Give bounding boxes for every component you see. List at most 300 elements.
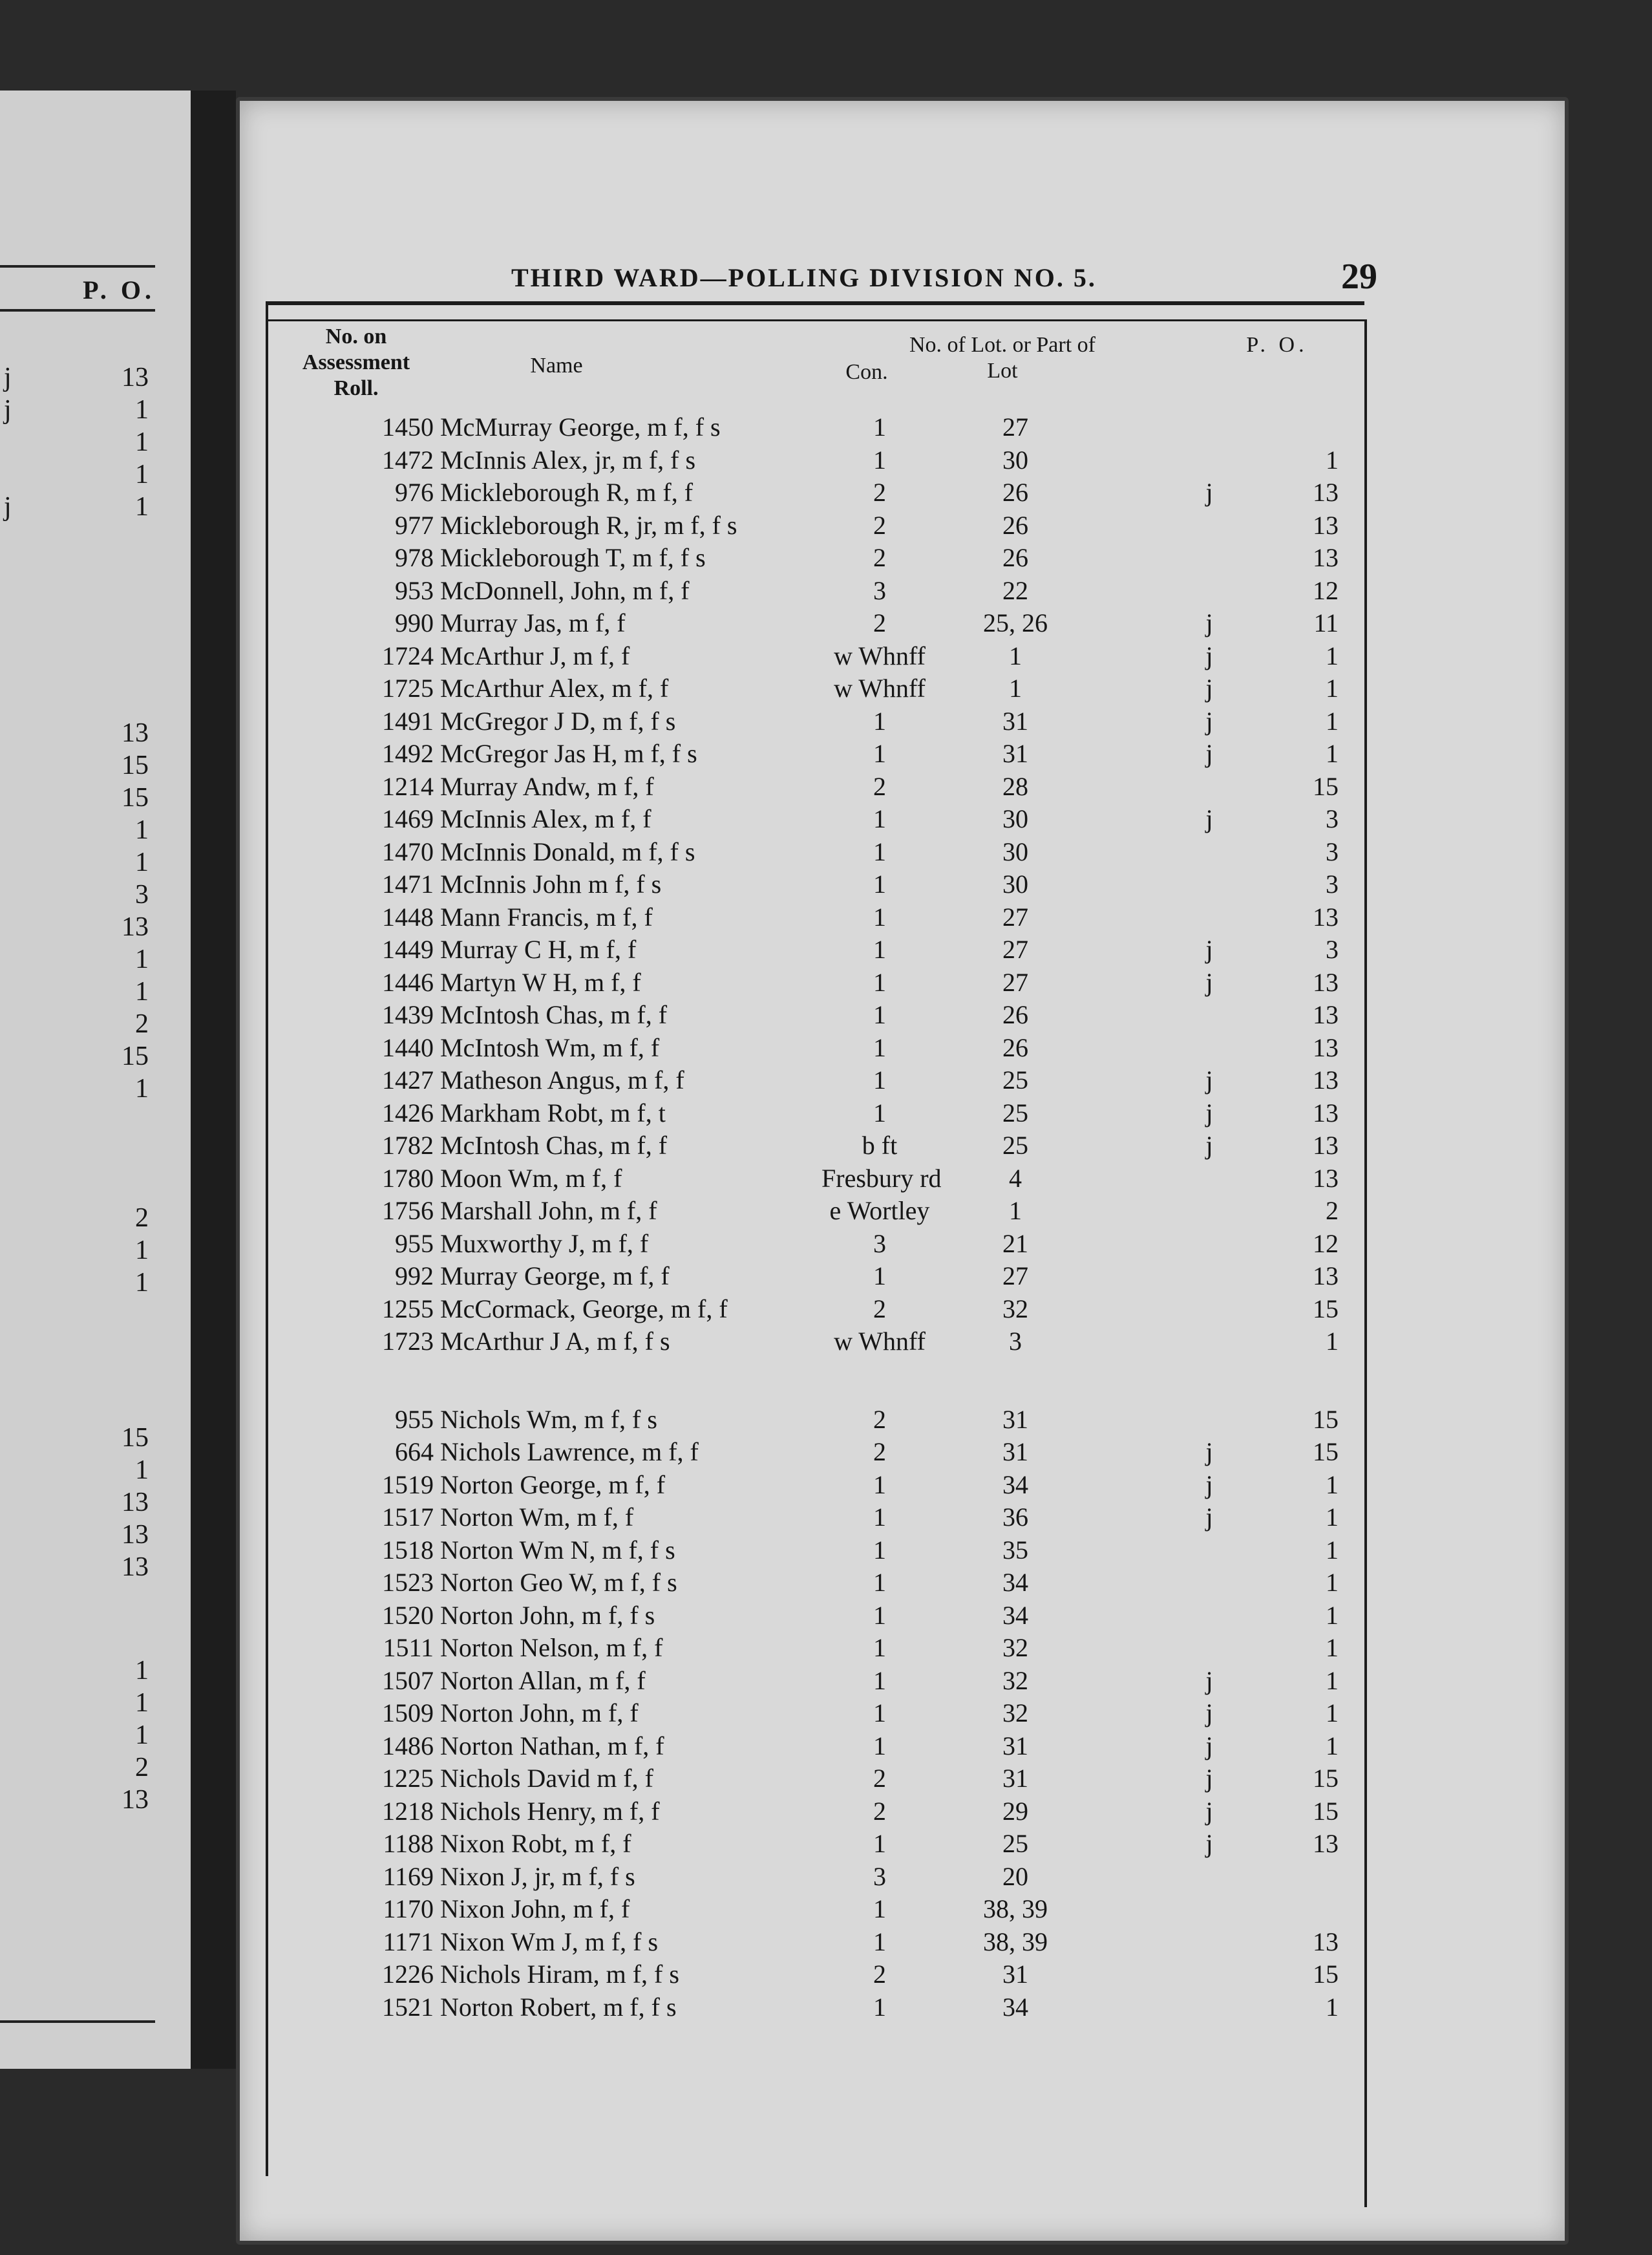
roll-number: 976 bbox=[395, 478, 434, 507]
post-office: 3 bbox=[1326, 804, 1339, 833]
table-row bbox=[266, 1828, 1364, 1860]
post-office: 15 bbox=[1313, 1960, 1339, 1989]
post-office: 12 bbox=[1313, 575, 1339, 605]
roll-number: 1170 bbox=[383, 1894, 434, 1923]
voter-name: Nichols Lawrence, m f, f bbox=[440, 1437, 699, 1466]
left-page-j-mark: j bbox=[4, 492, 12, 522]
lot-number: 34 bbox=[1002, 1600, 1028, 1630]
left-page-po: 13 bbox=[122, 1785, 149, 1815]
voter-name: Norton Wm N, m f, f s bbox=[440, 1535, 675, 1565]
post-office: 13 bbox=[1313, 967, 1339, 997]
lot-number: 30 bbox=[1002, 445, 1028, 475]
lot-number: 25 bbox=[1002, 1131, 1028, 1160]
voter-name: Norton Allan, m f, f bbox=[440, 1665, 646, 1695]
post-office: 1 bbox=[1326, 1992, 1339, 2022]
post-office: 15 bbox=[1313, 1294, 1339, 1323]
juror-mark: j bbox=[1205, 706, 1213, 736]
juror-mark: j bbox=[1205, 1698, 1213, 1727]
voter-name: Murray Jas, m f, f bbox=[440, 608, 626, 637]
concession: 2 bbox=[873, 1294, 886, 1323]
voter-name: McArthur J, m f, f bbox=[440, 641, 630, 670]
roll-number: 1509 bbox=[382, 1698, 434, 1727]
left-page-po: 1 bbox=[135, 945, 149, 974]
table-row bbox=[266, 771, 1364, 803]
voter-name: Nixon J, jr, m f, f s bbox=[440, 1861, 635, 1891]
concession: 1 bbox=[873, 1469, 886, 1499]
table-row bbox=[266, 640, 1364, 672]
concession: 2 bbox=[873, 1764, 886, 1793]
table-row bbox=[266, 1599, 1364, 1632]
concession: 1 bbox=[873, 1698, 886, 1727]
concession: 2 bbox=[873, 1796, 886, 1826]
roll-number: 1469 bbox=[382, 804, 434, 833]
roll-number: 1439 bbox=[382, 1000, 434, 1029]
lot-number: 27 bbox=[1002, 967, 1028, 997]
lot-number: 32 bbox=[1002, 1294, 1028, 1323]
juror-mark: j bbox=[1205, 1437, 1213, 1466]
roll-number: 992 bbox=[395, 1261, 434, 1290]
voter-name: Nixon John, m f, f bbox=[440, 1894, 630, 1923]
table-row bbox=[266, 1162, 1364, 1195]
roll-number: 1226 bbox=[382, 1960, 434, 1989]
voter-name: Nichols David m f, f bbox=[440, 1764, 653, 1793]
right-page bbox=[236, 97, 1569, 2245]
table-row bbox=[266, 444, 1364, 476]
table-row bbox=[266, 607, 1364, 639]
voter-name: Norton George, m f, f bbox=[440, 1469, 666, 1499]
concession: 1 bbox=[873, 1665, 886, 1695]
voter-name: McInnis Donald, m f, f s bbox=[440, 837, 695, 866]
table-row bbox=[266, 1097, 1364, 1129]
roll-number: 955 bbox=[395, 1404, 434, 1434]
left-page-row bbox=[0, 362, 162, 394]
concession: 2 bbox=[873, 478, 886, 507]
roll-number: 1486 bbox=[382, 1731, 434, 1760]
voter-name: Norton Nelson, m f, f bbox=[440, 1633, 663, 1662]
roll-number: 1519 bbox=[382, 1469, 434, 1499]
roll-number: 1723 bbox=[382, 1327, 434, 1356]
lot-number: 4 bbox=[1009, 1163, 1022, 1193]
concession: 1 bbox=[873, 1894, 886, 1923]
left-page-row bbox=[0, 1687, 162, 1720]
roll-number: 1470 bbox=[382, 837, 434, 866]
concession: w Whnff bbox=[834, 674, 926, 703]
voter-name: McCormack, George, m f, f bbox=[440, 1294, 728, 1323]
table-row bbox=[266, 1861, 1364, 1893]
concession: 1 bbox=[873, 706, 886, 736]
juror-mark: j bbox=[1205, 478, 1213, 507]
post-office: 13 bbox=[1313, 543, 1339, 572]
left-page-po: 13 bbox=[122, 1552, 149, 1582]
left-page-po: 1 bbox=[135, 1720, 149, 1750]
table-row bbox=[266, 1501, 1364, 1534]
left-page-po: 15 bbox=[122, 751, 149, 780]
concession: 1 bbox=[873, 1502, 886, 1532]
roll-number: 1518 bbox=[382, 1535, 434, 1565]
table-row bbox=[266, 836, 1364, 868]
roll-number: 1491 bbox=[382, 706, 434, 736]
voter-name: Norton Wm, m f, f bbox=[440, 1502, 634, 1532]
lot-number: 32 bbox=[1002, 1698, 1028, 1727]
voter-name: McInnis Alex, jr, m f, f s bbox=[440, 445, 696, 475]
lot-number: 26 bbox=[1002, 1000, 1028, 1029]
roll-number: 990 bbox=[395, 608, 434, 637]
juror-mark: j bbox=[1205, 1502, 1213, 1532]
left-page-po: 1 bbox=[135, 395, 149, 425]
lot-number: 32 bbox=[1002, 1665, 1028, 1695]
voter-name: McInnis Alex, m f, f bbox=[440, 804, 651, 833]
post-office: 13 bbox=[1313, 1829, 1339, 1858]
header-po: P. O. bbox=[1246, 333, 1308, 357]
left-page-row bbox=[0, 815, 162, 847]
left-page-po: 3 bbox=[135, 880, 149, 910]
left-page-j-mark: j bbox=[4, 395, 12, 425]
concession: w Whnff bbox=[834, 641, 926, 670]
post-office: 11 bbox=[1313, 608, 1339, 637]
left-page-row bbox=[0, 976, 162, 1009]
lot-number: 31 bbox=[1002, 739, 1028, 768]
lot-number: 35 bbox=[1002, 1535, 1028, 1565]
table-row bbox=[266, 1632, 1364, 1664]
post-office: 1 bbox=[1326, 1665, 1339, 1695]
left-page-row bbox=[0, 1009, 162, 1041]
concession: 1 bbox=[873, 1535, 886, 1565]
concession: 2 bbox=[873, 543, 886, 572]
post-office: 1 bbox=[1326, 445, 1339, 475]
page-title-row bbox=[266, 257, 1377, 301]
voter-name: McMurray George, m f, f s bbox=[440, 412, 721, 442]
table-row bbox=[266, 1665, 1364, 1697]
table-row bbox=[266, 509, 1364, 542]
post-office: 15 bbox=[1313, 1764, 1339, 1793]
concession: 1 bbox=[873, 870, 886, 899]
table-row bbox=[266, 1926, 1364, 1958]
lot-number: 28 bbox=[1002, 771, 1028, 801]
table-row bbox=[266, 1958, 1364, 1991]
post-office: 2 bbox=[1326, 1196, 1339, 1225]
roll-number: 977 bbox=[395, 510, 434, 540]
juror-mark: j bbox=[1205, 1731, 1213, 1760]
roll-number: 1225 bbox=[382, 1764, 434, 1793]
concession: 3 bbox=[873, 575, 886, 605]
table-row bbox=[266, 1730, 1364, 1762]
juror-mark: j bbox=[1205, 1131, 1213, 1160]
lot-number: 25 bbox=[1002, 1098, 1028, 1128]
voter-name: Murray Andw, m f, f bbox=[440, 771, 654, 801]
left-page-row bbox=[0, 718, 162, 750]
roll-number: 1214 bbox=[382, 771, 434, 801]
concession: 1 bbox=[873, 1098, 886, 1128]
concession: 1 bbox=[873, 1032, 886, 1062]
left-page-row bbox=[0, 1487, 162, 1519]
lot-number: 27 bbox=[1002, 935, 1028, 964]
lot-number: 34 bbox=[1002, 1992, 1028, 2022]
juror-mark: j bbox=[1205, 608, 1213, 637]
voter-name: McIntosh Chas, m f, f bbox=[440, 1131, 668, 1160]
concession: 2 bbox=[873, 1404, 886, 1434]
concession: 1 bbox=[873, 1992, 886, 2022]
voter-name: Murray George, m f, f bbox=[440, 1261, 670, 1290]
roll-number: 1756 bbox=[382, 1196, 434, 1225]
left-page-row bbox=[0, 750, 162, 782]
concession: 2 bbox=[873, 510, 886, 540]
lot-number: 31 bbox=[1002, 706, 1028, 736]
roll-number: 1450 bbox=[382, 412, 434, 442]
roll-number: 1171 bbox=[383, 1927, 434, 1956]
voter-name: Mickleborough R, jr, m f, f s bbox=[440, 510, 737, 540]
post-office: 13 bbox=[1313, 1163, 1339, 1193]
left-page-rule-top bbox=[0, 265, 155, 268]
left-page-row bbox=[0, 1455, 162, 1487]
post-office: 13 bbox=[1313, 1261, 1339, 1290]
voter-name: McInnis John m f, f s bbox=[440, 870, 662, 899]
post-office: 1 bbox=[1326, 739, 1339, 768]
table-row bbox=[266, 1260, 1364, 1292]
concession: Fresbury rd bbox=[821, 1163, 942, 1193]
left-page-fragment bbox=[0, 91, 196, 2069]
left-page-po: 15 bbox=[122, 1042, 149, 1071]
table-row bbox=[266, 1991, 1364, 2024]
concession: 1 bbox=[873, 804, 886, 833]
post-office: 1 bbox=[1326, 1535, 1339, 1565]
concession: b ft bbox=[862, 1131, 898, 1160]
post-office: 15 bbox=[1313, 1796, 1339, 1826]
post-office: 3 bbox=[1326, 935, 1339, 964]
table-row bbox=[266, 1129, 1364, 1162]
voter-name: Markham Robt, m f, t bbox=[440, 1098, 666, 1128]
table-row bbox=[266, 1469, 1364, 1501]
post-office: 13 bbox=[1313, 902, 1339, 932]
table-row bbox=[266, 542, 1364, 574]
post-office: 13 bbox=[1313, 478, 1339, 507]
lot-number: 22 bbox=[1002, 575, 1028, 605]
left-page-row bbox=[0, 1202, 162, 1235]
lot-number: 26 bbox=[1002, 543, 1028, 572]
left-page-row bbox=[0, 1519, 162, 1552]
voter-name: McArthur Alex, m f, f bbox=[440, 674, 669, 703]
concession: 2 bbox=[873, 1960, 886, 1989]
voter-name: Martyn W H, m f, f bbox=[440, 967, 641, 997]
left-page-row bbox=[0, 847, 162, 879]
header-rule bbox=[266, 319, 1364, 321]
left-page-row bbox=[0, 1655, 162, 1687]
roll-number: 1255 bbox=[382, 1294, 434, 1323]
left-page-po: 1 bbox=[135, 460, 149, 489]
table-row bbox=[266, 1534, 1364, 1566]
roll-number: 1520 bbox=[382, 1600, 434, 1630]
voter-name: Mann Francis, m f, f bbox=[440, 902, 653, 932]
voter-name: Norton Nathan, m f, f bbox=[440, 1731, 664, 1760]
left-page-row bbox=[0, 1720, 162, 1752]
voter-name: Nichols Henry, m f, f bbox=[440, 1796, 660, 1826]
left-page-po: 2 bbox=[135, 1009, 149, 1039]
lot-number: 30 bbox=[1002, 870, 1028, 899]
concession: e Wortley bbox=[829, 1196, 930, 1225]
voter-name: Mickleborough R, m f, f bbox=[440, 478, 694, 507]
table-row bbox=[266, 868, 1364, 901]
left-page-po: 1 bbox=[135, 1455, 149, 1485]
lot-number: 31 bbox=[1002, 1764, 1028, 1793]
post-office: 12 bbox=[1313, 1228, 1339, 1258]
post-office: 13 bbox=[1313, 1000, 1339, 1029]
left-page-po: 1 bbox=[135, 427, 149, 457]
roll-number: 1725 bbox=[382, 674, 434, 703]
voter-name: McGregor Jas H, m f, f s bbox=[440, 739, 697, 768]
concession: 3 bbox=[873, 1228, 886, 1258]
left-page-row bbox=[0, 427, 162, 459]
left-page-po: 1 bbox=[135, 815, 149, 845]
header-lot: No. of Lot. or Part of Lot bbox=[909, 333, 1096, 383]
concession: 1 bbox=[873, 1829, 886, 1858]
voter-name: McIntosh Wm, m f, f bbox=[440, 1032, 660, 1062]
concession: 1 bbox=[873, 1600, 886, 1630]
left-page-header: P. O. bbox=[83, 275, 155, 305]
lot-number: 26 bbox=[1002, 1032, 1028, 1062]
lot-number: 31 bbox=[1002, 1960, 1028, 1989]
table-row bbox=[266, 1325, 1364, 1358]
left-page-row bbox=[0, 1552, 162, 1584]
juror-mark: j bbox=[1205, 1796, 1213, 1826]
roll-number: 1780 bbox=[382, 1163, 434, 1193]
table-row bbox=[266, 738, 1364, 770]
left-page-rule-head bbox=[0, 309, 155, 312]
left-page-po: 2 bbox=[135, 1203, 149, 1233]
voter-name: McGregor J D, m f, f s bbox=[440, 706, 676, 736]
roll-number: 1724 bbox=[382, 641, 434, 670]
roll-number: 1782 bbox=[382, 1131, 434, 1160]
lot-number: 21 bbox=[1002, 1228, 1028, 1258]
concession: w Whnff bbox=[834, 1327, 926, 1356]
concession: 1 bbox=[873, 1731, 886, 1760]
post-office: 1 bbox=[1326, 1731, 1339, 1760]
table-row bbox=[266, 1436, 1364, 1468]
roll-number: 1446 bbox=[382, 967, 434, 997]
voter-name: McArthur J A, m f, f s bbox=[440, 1327, 670, 1356]
voter-name: Mickleborough T, m f, f s bbox=[440, 543, 706, 572]
left-page-po: 13 bbox=[122, 363, 149, 392]
lot-number: 25, 26 bbox=[983, 608, 1048, 637]
table-row bbox=[266, 1566, 1364, 1599]
concession: 1 bbox=[873, 1065, 886, 1095]
left-page-row bbox=[0, 1073, 162, 1106]
header-roll: No. on Assessment Roll. bbox=[302, 325, 410, 400]
left-page-po: 13 bbox=[122, 1520, 149, 1550]
left-page-row bbox=[0, 879, 162, 912]
voter-name: Matheson Angus, m f, f bbox=[440, 1065, 684, 1095]
concession: 1 bbox=[873, 445, 886, 475]
lot-number: 32 bbox=[1002, 1633, 1028, 1662]
lot-number: 26 bbox=[1002, 478, 1028, 507]
roll-number: 1471 bbox=[382, 870, 434, 899]
lot-number: 1 bbox=[1009, 1196, 1022, 1225]
lot-number: 34 bbox=[1002, 1568, 1028, 1597]
table-row bbox=[266, 1293, 1364, 1325]
concession: 1 bbox=[873, 739, 886, 768]
concession: 3 bbox=[873, 1861, 886, 1891]
voter-name: Nichols Wm, m f, f s bbox=[440, 1404, 657, 1434]
concession: 1 bbox=[873, 967, 886, 997]
left-page-po: 13 bbox=[122, 1488, 149, 1517]
lot-number: 3 bbox=[1009, 1327, 1022, 1356]
juror-mark: j bbox=[1205, 804, 1213, 833]
voter-name: Norton Geo W, m f, f s bbox=[440, 1568, 677, 1597]
left-page-row bbox=[0, 1784, 162, 1817]
post-office: 1 bbox=[1326, 674, 1339, 703]
table-row bbox=[266, 1795, 1364, 1828]
post-office: 1 bbox=[1326, 1600, 1339, 1630]
lot-number: 27 bbox=[1002, 902, 1028, 932]
concession: 1 bbox=[873, 935, 886, 964]
left-page-po: 2 bbox=[135, 1753, 149, 1782]
left-page-po: 15 bbox=[122, 783, 149, 813]
juror-mark: j bbox=[1205, 1764, 1213, 1793]
roll-number: 955 bbox=[395, 1228, 434, 1258]
left-page-row bbox=[0, 1422, 162, 1455]
concession: 1 bbox=[873, 837, 886, 866]
lot-number: 34 bbox=[1002, 1469, 1028, 1499]
concession: 1 bbox=[873, 1633, 886, 1662]
left-page-row bbox=[0, 1267, 162, 1299]
table-row bbox=[266, 901, 1364, 934]
roll-number: 1492 bbox=[382, 739, 434, 768]
left-page-po: 1 bbox=[135, 848, 149, 877]
roll-number: 1169 bbox=[383, 1861, 434, 1891]
post-office: 3 bbox=[1326, 837, 1339, 866]
header-name: Name bbox=[530, 354, 583, 378]
roll-number: 1449 bbox=[382, 935, 434, 964]
left-page-row bbox=[0, 459, 162, 491]
juror-mark: j bbox=[1205, 967, 1213, 997]
table-row bbox=[266, 934, 1364, 966]
post-office: 13 bbox=[1313, 1098, 1339, 1128]
concession: 1 bbox=[873, 1261, 886, 1290]
voter-name: Norton Robert, m f, f s bbox=[440, 1992, 677, 2022]
voter-name: Nixon Wm J, m f, f s bbox=[440, 1927, 659, 1956]
table-row bbox=[266, 967, 1364, 999]
post-office: 1 bbox=[1326, 1633, 1339, 1662]
table-row bbox=[266, 705, 1364, 738]
page-title: THIRD WARD—POLLING DIVISION NO. 5. bbox=[511, 263, 1097, 292]
juror-mark: j bbox=[1205, 1098, 1213, 1128]
roll-number: 1188 bbox=[383, 1829, 434, 1858]
post-office: 13 bbox=[1313, 1032, 1339, 1062]
post-office: 13 bbox=[1313, 510, 1339, 540]
roll-number: 1440 bbox=[382, 1032, 434, 1062]
post-office: 15 bbox=[1313, 1437, 1339, 1466]
post-office: 13 bbox=[1313, 1131, 1339, 1160]
table-row bbox=[266, 1032, 1364, 1064]
book-gutter bbox=[191, 91, 236, 2069]
lot-number: 1 bbox=[1009, 641, 1022, 670]
roll-number: 953 bbox=[395, 575, 434, 605]
voter-name: Murray C H, m f, f bbox=[440, 935, 637, 964]
lot-number: 20 bbox=[1002, 1861, 1028, 1891]
left-page-row bbox=[0, 1752, 162, 1784]
concession: 1 bbox=[873, 902, 886, 932]
post-office: 1 bbox=[1326, 1469, 1339, 1499]
roll-number: 664 bbox=[395, 1437, 434, 1466]
table-row bbox=[266, 476, 1364, 509]
voter-name: McDonnell, John, m f, f bbox=[440, 575, 690, 605]
juror-mark: j bbox=[1205, 739, 1213, 768]
roll-number: 1472 bbox=[382, 445, 434, 475]
lot-number: 25 bbox=[1002, 1065, 1028, 1095]
roll-number: 1511 bbox=[383, 1633, 434, 1662]
voter-name: Norton John, m f, f s bbox=[440, 1600, 655, 1630]
concession: 2 bbox=[873, 1437, 886, 1466]
voter-name: Marshall John, m f, f bbox=[440, 1196, 657, 1225]
lot-number: 27 bbox=[1002, 412, 1028, 442]
